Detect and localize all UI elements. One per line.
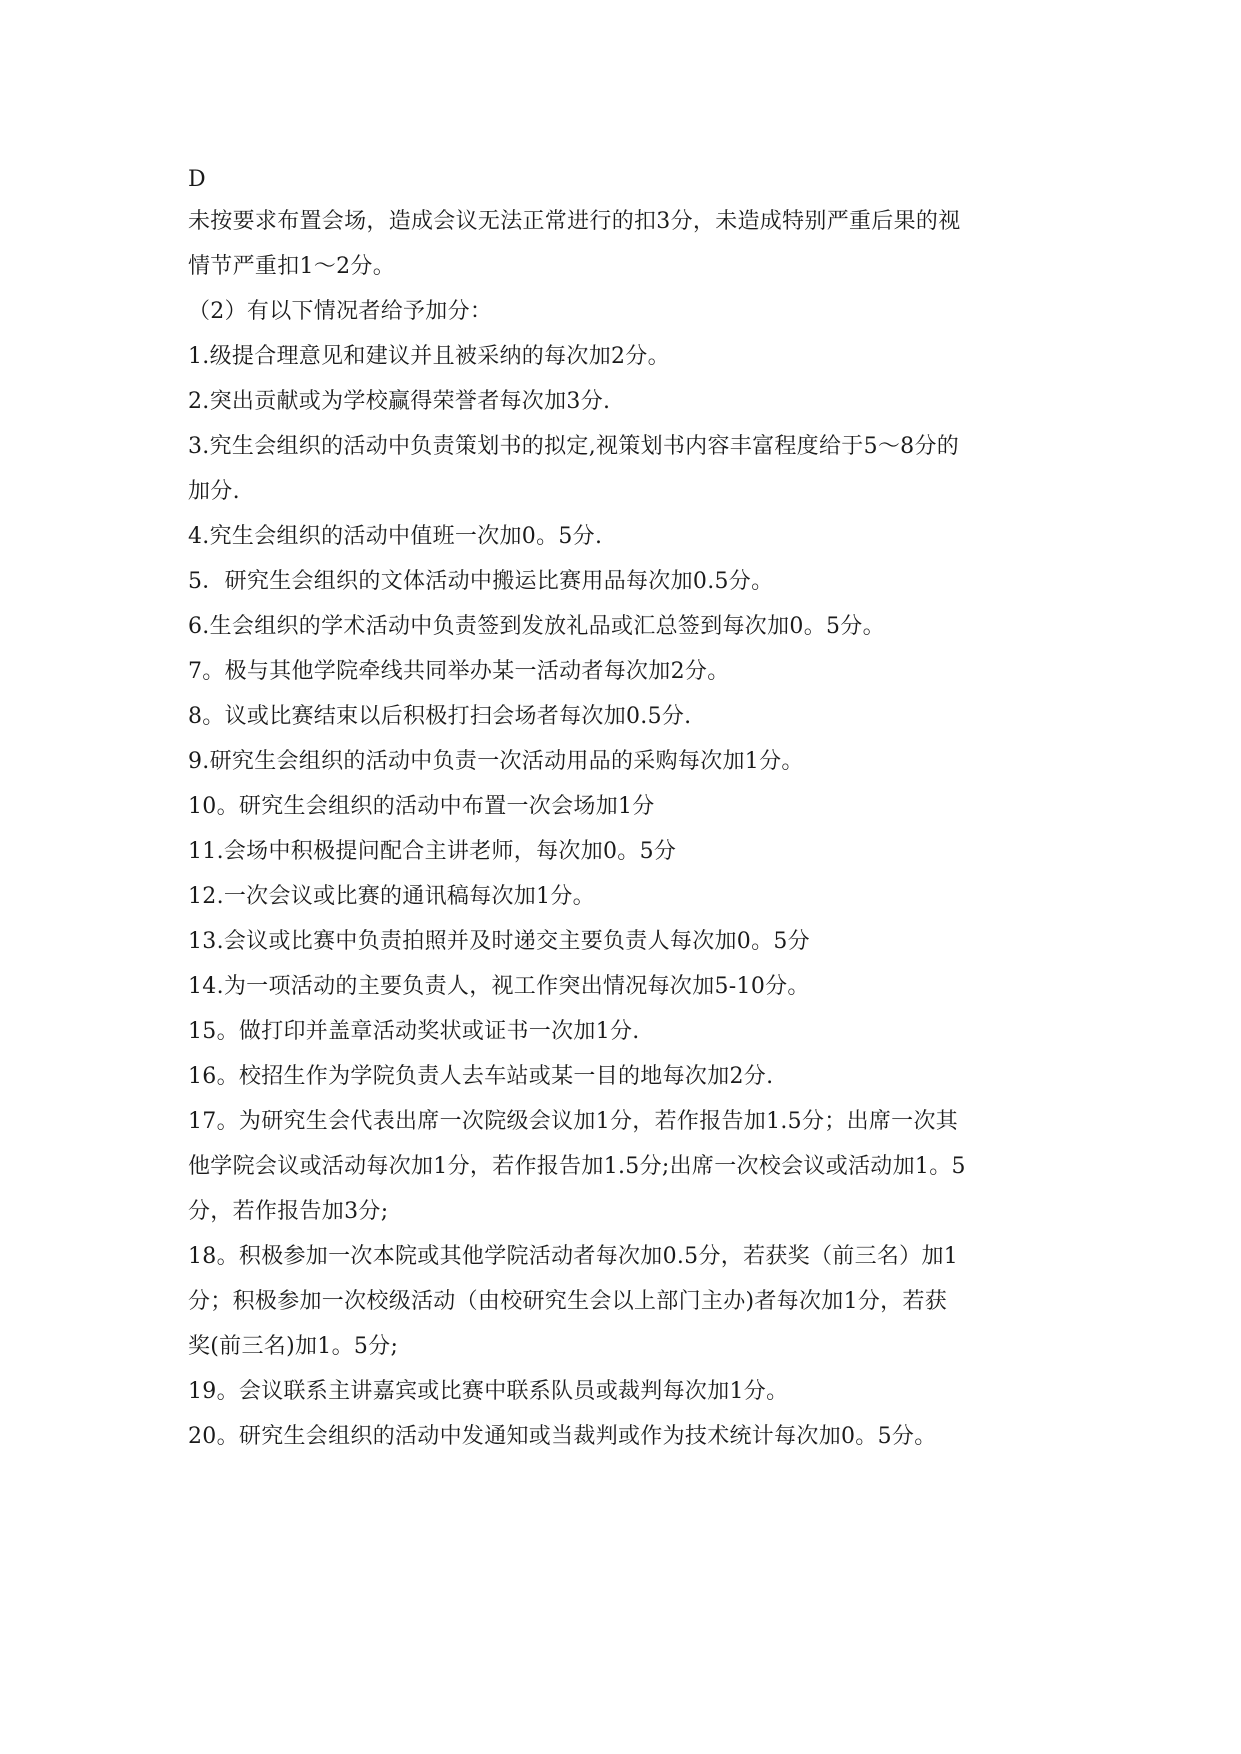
list-item: 1.级提合理意见和建议并且被采纳的每次加2分。	[188, 344, 670, 369]
list-item: 19。会议联系主讲嘉宾或比赛中联系队员或裁判每次加1分。	[188, 1379, 789, 1404]
list-item: 6.生会组织的学术活动中负责签到发放礼品或汇总签到每次加0。5分。	[188, 614, 885, 639]
list-item-continuation: 奖(前三名)加1。5分;	[188, 1334, 399, 1359]
paragraph-line: 未按要求布置会场，造成会议无法正常进行的扣3分，未造成特别严重后果的视	[188, 209, 961, 234]
list-item-continuation: 分，若作报告加3分;	[188, 1199, 389, 1224]
list-item: 16。校招生作为学院负责人去车站或某一目的地每次加2分.	[188, 1064, 774, 1089]
list-item-continuation: 分；积极参加一次校级活动（由校研究生会以上部门主办)者每次加1分，若获	[188, 1289, 948, 1314]
list-item: 11.会场中积极提问配合主讲老师，每次加0。5分	[188, 839, 677, 864]
list-item: 20。研究生会组织的活动中发通知或当裁判或作为技术统计每次加0。5分。	[188, 1424, 937, 1449]
list-item: 18。积极参加一次本院或其他学院活动者每次加0.5分，若获奖（前三名）加1	[188, 1244, 959, 1269]
list-item: 9.研究生会组织的活动中负责一次活动用品的采购每次加1分。	[188, 749, 804, 774]
list-item: 12.一次会议或比赛的通讯稿每次加1分。	[188, 884, 595, 909]
list-item: 2.突出贡献或为学校赢得荣誉者每次加3分.	[188, 389, 611, 414]
list-item: 5．研究生会组织的文体活动中搬运比赛用品每次加0.5分。	[188, 569, 774, 594]
list-item: 4.究生会组织的活动中值班一次加0。5分.	[188, 524, 603, 549]
list-item: 13.会议或比赛中负责拍照并及时递交主要负责人每次加0。5分	[188, 929, 810, 954]
list-item: 14.为一项活动的主要负责人，视工作突出情况每次加5-10分。	[188, 974, 810, 999]
list-item: 8。议或比赛结束以后积极打扫会场者每次加0.5分.	[188, 704, 692, 729]
list-item: 15。做打印并盖章活动奖状或证书一次加1分.	[188, 1019, 640, 1044]
list-item: 17。为研究生会代表出席一次院级会议加1分，若作报告加1.5分；出席一次其	[188, 1109, 959, 1134]
list-item: 10。研究生会组织的活动中布置一次会场加1分	[188, 794, 655, 819]
list-item-continuation: 他学院会议或活动每次加1分，若作报告加1.5分;出席一次校会议或活动加1。5	[188, 1154, 966, 1179]
subsection-heading: （2）有以下情况者给予加分：	[188, 299, 493, 324]
list-item: 3.究生会组织的活动中负责策划书的拟定,视策划书内容丰富程度给于5～8分的	[188, 434, 960, 459]
section-marker: D	[188, 167, 206, 192]
list-item: 7。极与其他学院牵线共同举办某一活动者每次加2分。	[188, 659, 730, 684]
paragraph-line: 情节严重扣1～2分。	[188, 254, 395, 279]
list-item-continuation: 加分.	[188, 479, 240, 504]
